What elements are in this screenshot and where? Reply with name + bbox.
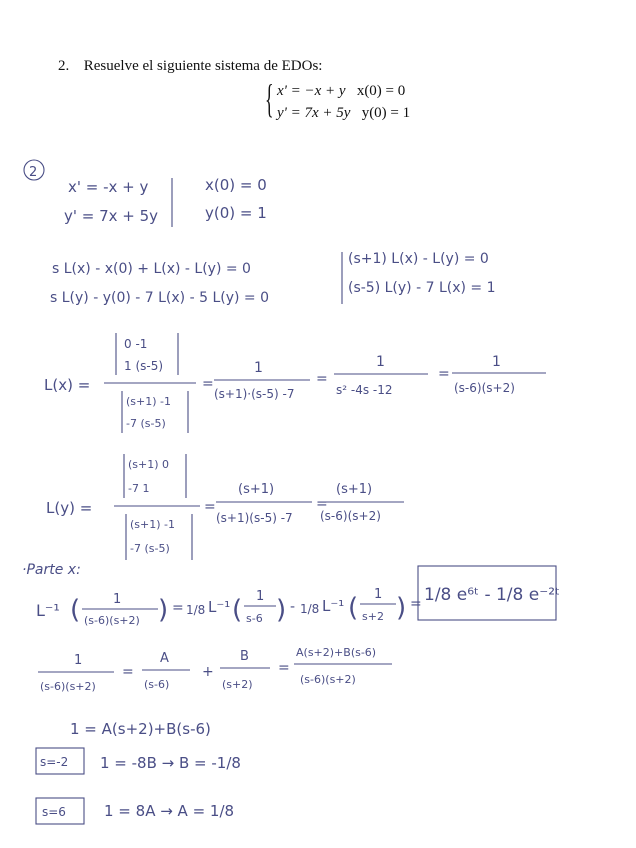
pf-lhs-num: 1 <box>74 653 83 668</box>
ly-den-row-1: (s+1) -1 <box>130 518 175 531</box>
hw-condition-1: x(0) = 0 <box>205 176 267 194</box>
parte-x-label: ·Parte x: <box>22 562 81 578</box>
inv-eq-2: = <box>410 596 422 612</box>
case2-line: 1 = 8A → A = 1/8 <box>104 802 235 820</box>
inv-lhs-den: (s-6)(s+2) <box>84 614 140 627</box>
problem-number: 2. <box>58 58 70 74</box>
inv-c1: 1/8 <box>186 603 206 617</box>
equation-2: y' = 7x + 5y <box>277 105 351 121</box>
equation-1: x' = −x + y <box>277 83 346 99</box>
pf-a-den: (s-6) <box>144 678 170 691</box>
ly-eq-1: = <box>204 499 216 515</box>
lx-num-row-2: 1 (s-5) <box>124 359 164 373</box>
pf-eq: = <box>122 664 134 680</box>
inv-f1-den: s-6 <box>246 612 263 625</box>
system-brace: { <box>265 76 274 121</box>
lx-den-row-2: -7 (s-5) <box>126 417 166 430</box>
initial-condition-1: x(0) = 0 <box>356 83 406 99</box>
hw-condition-2: y(0) = 1 <box>205 204 267 222</box>
ly-frac2-num: (s+1) <box>336 482 373 497</box>
ly-eq-2: = <box>316 496 328 512</box>
lx-frac1-den: (s+1)·(s-5) -7 <box>214 387 295 401</box>
ly-den-row-2: -7 (s-5) <box>130 542 170 555</box>
inv-c2: 1/8 <box>300 602 320 616</box>
lx-frac3-den: (s-6)(s+2) <box>454 381 515 395</box>
case2-label: s=6 <box>42 805 66 819</box>
inv-f2-paren-open: ( <box>348 593 359 623</box>
pf-lhs-den: (s-6)(s+2) <box>40 680 96 693</box>
lx-frac3-num: 1 <box>492 354 501 370</box>
inv-f1-num: 1 <box>256 589 265 604</box>
inv-lhs-paren-close: ) <box>158 595 169 625</box>
ly-frac1-den: (s+1)(s-5) -7 <box>216 511 293 525</box>
lx-eq-1: = <box>202 376 214 392</box>
inverse-result: 1/8 e⁶ᵗ - 1/8 e⁻²ᵗ <box>424 585 561 605</box>
inv-op-1: L⁻¹ <box>208 598 231 616</box>
identity-line: 1 = A(s+2)+B(s-6) <box>70 720 211 738</box>
pf-a: A <box>160 651 169 666</box>
lx-frac2-num: 1 <box>376 354 385 370</box>
inv-f2-paren-close: ) <box>396 593 407 623</box>
lx-frac1-num: 1 <box>254 360 263 376</box>
pf-b: B <box>240 649 249 664</box>
inv-eq-1: = <box>172 600 184 616</box>
initial-condition-2: y(0) = 1 <box>361 105 411 121</box>
hw-system-2: y' = 7x + 5y <box>64 207 159 225</box>
problem-text: Resuelve el siguiente sistema de EDOs: <box>83 58 323 74</box>
ly-frac1-num: (s+1) <box>238 482 275 497</box>
inv-minus: - <box>290 599 296 615</box>
inv-f2-den: s+2 <box>362 610 384 623</box>
case1-label: s=-2 <box>40 755 69 769</box>
pf-rhs-num: A(s+2)+B(s-6) <box>296 646 377 659</box>
ly-num-row-1: (s+1) 0 <box>128 458 170 471</box>
case1-line: 1 = -8B → B = -1/8 <box>100 754 241 772</box>
inv-lhs-num: 1 <box>113 592 122 607</box>
pf-plus: + <box>202 664 214 680</box>
lx-eq-3: = <box>438 366 450 382</box>
circle-label: 2 <box>29 165 38 180</box>
inv-f1-paren-open: ( <box>232 595 243 625</box>
pf-eq-2: = <box>278 660 290 676</box>
laplace-line-1: s L(x) - x(0) + L(x) - L(y) = 0 <box>52 261 251 277</box>
laplace-line-2: s L(y) - y(0) - 7 L(x) - 5 L(y) = 0 <box>50 290 269 306</box>
hw-system-1: x' = -x + y <box>68 178 149 196</box>
inv-f1-paren-close: ) <box>276 595 287 625</box>
lx-eq-2: = <box>316 371 328 387</box>
ly-num-row-2: -7 1 <box>128 482 150 495</box>
lx-frac2-den: s² -4s -12 <box>336 383 393 397</box>
pf-b-den: (s+2) <box>222 678 253 691</box>
lx-lhs: L(x) = <box>44 376 91 394</box>
pf-rhs-den: (s-6)(s+2) <box>300 673 356 686</box>
ly-lhs: L(y) = <box>46 499 93 517</box>
simplified-2: (s-5) L(y) - 7 L(x) = 1 <box>348 280 496 296</box>
lx-den-row-1: (s+1) -1 <box>126 395 171 408</box>
inv-op-2: L⁻¹ <box>322 597 345 615</box>
lx-num-row-1: 0 -1 <box>124 337 148 351</box>
ly-frac2-den: (s-6)(s+2) <box>320 509 381 523</box>
inv-lhs-operator: L⁻¹ <box>36 601 60 620</box>
simplified-1: (s+1) L(x) - L(y) = 0 <box>348 251 489 267</box>
inv-lhs-paren-open: ( <box>70 595 81 625</box>
inv-f2-num: 1 <box>374 587 383 602</box>
